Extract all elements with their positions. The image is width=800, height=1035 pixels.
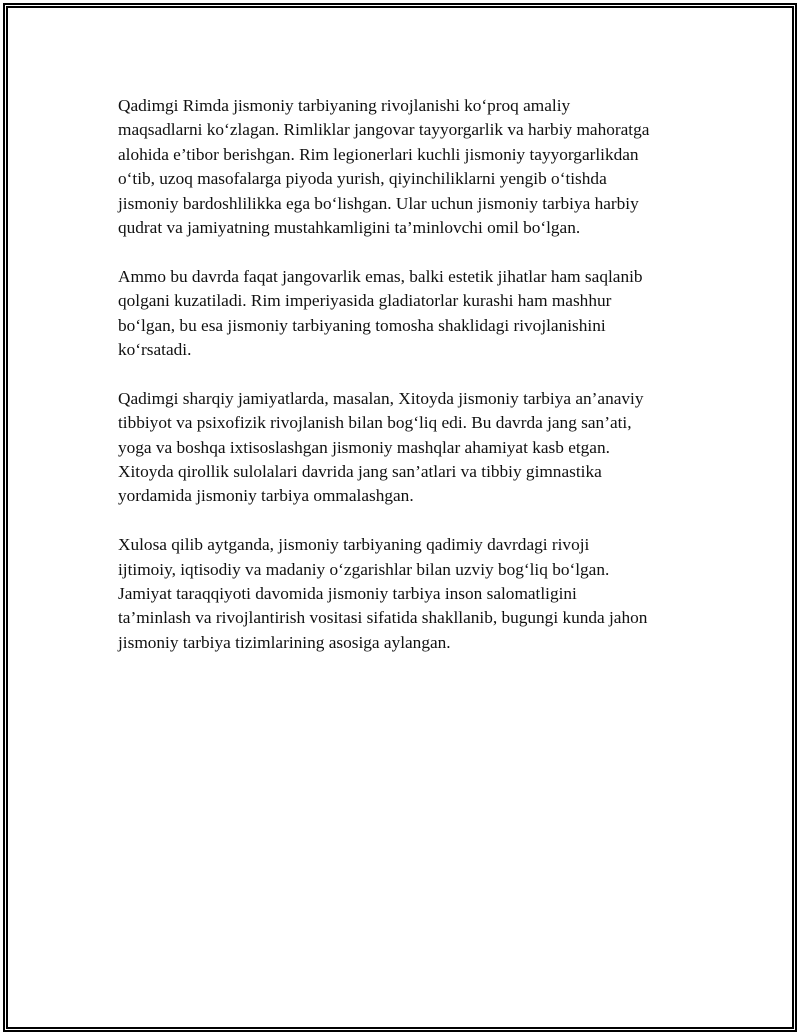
- paragraph-4: [118, 533, 708, 655]
- text-line: jismoniy tarbiya tizimlarining asosiga aylangan.: [118, 632, 451, 652]
- text-line: ijtimoiy, iqtisodiy va madaniy o‘zgarishlar bilan uzviy bog‘liq bo‘lgan.: [118, 559, 610, 579]
- text-line: o‘tib, uzoq masofalarga piyoda yurish, qiyinchiliklarni yengib o‘tishda: [118, 169, 607, 189]
- text-line: yoga va boshqa ixtisoslashgan jismoniy mashqlar ahamiyat kasb etgan.: [118, 437, 610, 457]
- text-line: Jamiyat taraqqiyoti davomida jismoniy tarbiya inson salomatligini: [118, 584, 577, 604]
- text-line: alohida e’tibor berishgan. Rim legionerlari kuchli jismoniy tayyorgarlikdan: [118, 144, 639, 164]
- text-line: ko‘rsatadi.: [118, 340, 192, 360]
- paragraph-3: [118, 387, 708, 509]
- text-line: Ammo bu davrda faqat jangovarlik emas, balki estetik jihatlar ham saqlanib: [118, 266, 643, 286]
- text-line: maqsadlarni ko‘zlagan. Rimliklar jangovar tayyorgarlik va harbiy mahoratga: [118, 120, 650, 140]
- text-line: qudrat va jamiyatning mustahkamligini ta’minlovchi omil bo‘lgan.: [118, 218, 581, 238]
- text-line: Xulosa qilib aytganda, jismoniy tarbiyaning qadimiy davrdagi rivoji: [118, 535, 590, 555]
- text-line: Xitoyda qirollik sulolalari davrida jang san’atlari va tibbiy gimnastika: [118, 462, 602, 482]
- paragraph-1: [118, 94, 708, 240]
- text-line: yordamida jismoniy tarbiya ommalashgan.: [118, 486, 414, 506]
- text-line: ta’minlash va rivojlantirish vositasi sifatida shakllanib, bugungi kunda jahon: [118, 608, 648, 628]
- text-line: qolgani kuzatiladi. Rim imperiyasida gladiatorlar kurashi ham mashhur: [118, 291, 612, 311]
- document-body: [118, 94, 708, 680]
- text-line: jismoniy bardoshlilikka ega bo‘lishgan. Ular uchun jismoniy tarbiya harbiy: [118, 193, 639, 213]
- paragraph-2: [118, 265, 708, 363]
- text-line: Qadimgi sharqiy jamiyatlarda, masalan, Xitoyda jismoniy tarbiya an’anaviy: [118, 388, 644, 408]
- text-line: tibbiyot va psixofizik rivojlanish bilan bog‘liq edi. Bu davrda jang san’ati,: [118, 413, 632, 433]
- text-line: bo‘lgan, bu esa jismoniy tarbiyaning tomosha shaklidagi rivojlanishini: [118, 315, 606, 335]
- text-line: Qadimgi Rimda jismoniy tarbiyaning rivojlanishi ko‘proq amaliy: [118, 96, 571, 115]
